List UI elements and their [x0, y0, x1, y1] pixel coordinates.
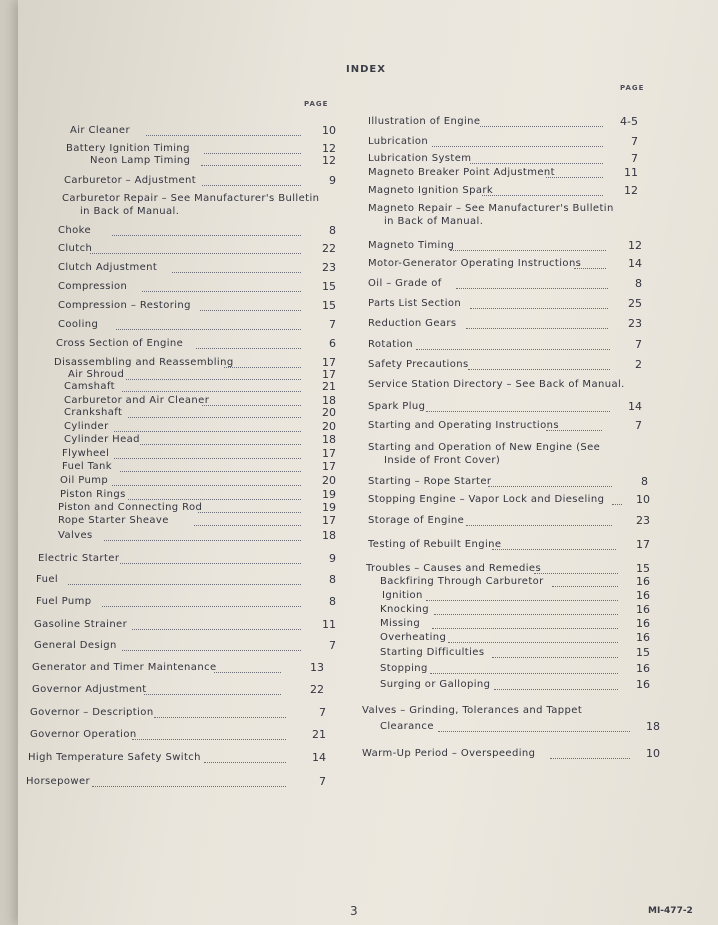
entry-label: Air Cleaner — [70, 125, 130, 136]
entry-label: Horsepower — [26, 776, 91, 787]
dot-leader — [552, 586, 618, 587]
entry-page-number: 18 — [646, 720, 660, 733]
entry-label: Stopping — [380, 663, 428, 674]
entry-label: Testing of Rebuilt Engine — [368, 539, 502, 550]
entry-label: Storage of Engine — [368, 515, 465, 526]
entry-label: Fuel Tank — [62, 461, 112, 472]
dot-leader — [432, 628, 618, 629]
entry-label: Clutch Adjustment — [58, 262, 158, 273]
entry-page-number: 4-5 — [620, 115, 638, 128]
dot-leader — [204, 762, 286, 763]
entry-page-number: 11 — [322, 618, 336, 631]
entry-page-number: 9 — [329, 174, 336, 187]
entry-label: Flywheel — [62, 448, 110, 459]
entry-label: Missing — [380, 618, 421, 629]
entry-label: Carburetor – Adjustment — [64, 175, 197, 186]
entry-label: Battery Ignition Timing — [66, 143, 190, 154]
dot-leader — [112, 235, 301, 236]
entry-page-number: 6 — [329, 337, 336, 350]
dot-leader — [432, 146, 603, 147]
entry-label: Piston Rings — [60, 489, 126, 500]
dot-leader — [448, 642, 618, 643]
dot-leader — [470, 308, 608, 309]
dot-leader — [90, 253, 301, 254]
dot-leader — [120, 471, 301, 472]
dot-leader — [224, 367, 301, 368]
dot-leader — [438, 731, 630, 732]
dot-leader — [196, 348, 301, 349]
entry-label: Piston and Connecting Rod — [58, 502, 203, 513]
entry-label: Service Station Directory – See Back of Manual. — [368, 379, 625, 390]
entry-page-number: 18 — [322, 529, 336, 542]
entry-page-number: 17 — [322, 460, 336, 473]
entry-label: Starting and Operating Instructions — [368, 420, 559, 431]
entry-label: Clearance — [380, 721, 434, 732]
entry-label: Oil Pump — [60, 475, 109, 486]
entry-page-number: 16 — [636, 575, 650, 588]
page-number: 3 — [350, 904, 358, 918]
entry-label: Starting Difficulties — [380, 647, 485, 658]
entry-page-number: 15 — [322, 299, 336, 312]
dot-leader — [466, 328, 608, 329]
entry-label: Air Shroud — [68, 369, 125, 380]
entry-page-number: 21 — [312, 728, 326, 741]
dot-leader — [434, 614, 618, 615]
left-page-header: PAGE — [304, 100, 329, 108]
entry-label: Camshaft — [64, 381, 115, 392]
dot-leader — [612, 504, 622, 505]
entry-label: Parts List Section — [368, 298, 462, 309]
entry-page-number: 23 — [322, 261, 336, 274]
entry-page-number: 12 — [624, 184, 638, 197]
entry-label: Inside of Front Cover) — [384, 455, 501, 466]
dot-leader — [492, 549, 616, 550]
dot-leader — [204, 153, 301, 154]
entry-label: Starting and Operation of New Engine (See — [368, 442, 601, 453]
entry-page-number: 8 — [329, 224, 336, 237]
entry-page-number: 17 — [322, 514, 336, 527]
entry-label: Starting – Rope Starter — [368, 476, 492, 487]
entry-page-number: 17 — [322, 368, 336, 381]
entry-label: Surging or Galloping — [380, 679, 491, 690]
entry-page-number: 8 — [329, 573, 336, 586]
dot-leader — [102, 606, 301, 607]
entry-label: Disassembling and Reassembling — [54, 357, 234, 368]
dot-leader — [114, 458, 301, 459]
dot-leader — [466, 525, 612, 526]
dot-leader — [172, 272, 301, 273]
entry-page-number: 16 — [636, 589, 650, 602]
entry-label: Oil – Grade of — [368, 278, 442, 289]
entry-page-number: 8 — [329, 595, 336, 608]
entry-label: Neon Lamp Timing — [90, 155, 191, 166]
dot-leader — [140, 444, 301, 445]
entry-page-number: 15 — [322, 280, 336, 293]
entry-page-number: 10 — [322, 124, 336, 137]
entry-label: Safety Precautions — [368, 359, 469, 370]
entry-label: Crankshaft — [64, 407, 123, 418]
entry-page-number: 23 — [628, 317, 642, 330]
document-page — [18, 0, 718, 925]
dot-leader — [201, 165, 301, 166]
dot-leader — [200, 310, 301, 311]
dot-leader — [128, 417, 301, 418]
entry-page-number: 7 — [319, 706, 326, 719]
entry-label: Reduction Gears — [368, 318, 457, 329]
entry-label: General Design — [34, 640, 117, 651]
entry-page-number: 19 — [322, 488, 336, 501]
entry-page-number: 12 — [628, 239, 642, 252]
dot-leader — [468, 369, 610, 370]
entry-page-number: 7 — [631, 152, 638, 165]
dot-leader — [146, 135, 301, 136]
entry-label: Clutch — [58, 243, 93, 254]
dot-leader — [122, 650, 301, 651]
dot-leader — [122, 391, 301, 392]
entry-label: Stopping Engine – Vapor Lock and Dieseling — [368, 494, 605, 505]
dot-leader — [426, 411, 610, 412]
entry-label: Troubles – Causes and Remedies — [366, 563, 542, 574]
dot-leader — [120, 563, 301, 564]
entry-page-number: 22 — [310, 683, 324, 696]
dot-leader — [202, 405, 301, 406]
dot-leader — [132, 739, 286, 740]
entry-label: Lubrication System — [368, 153, 472, 164]
entry-label: Carburetor and Air Cleaner — [64, 395, 210, 406]
entry-page-number: 14 — [628, 400, 642, 413]
entry-label: Fuel Pump — [36, 596, 92, 607]
entry-page-number: 15 — [636, 562, 650, 575]
dot-leader — [128, 499, 301, 500]
dot-leader — [488, 486, 612, 487]
entry-page-number: 7 — [635, 419, 642, 432]
dot-leader — [534, 573, 618, 574]
entry-page-number: 7 — [631, 135, 638, 148]
entry-page-number: 14 — [628, 257, 642, 270]
dot-leader — [154, 717, 286, 718]
entry-label: Magneto Breaker Point Adjustment — [368, 167, 555, 178]
document-code: MI-477-2 — [648, 906, 693, 916]
entry-label: Electric Starter — [38, 553, 120, 564]
entry-label: Valves — [58, 530, 93, 541]
entry-page-number: 21 — [322, 380, 336, 393]
entry-page-number: 17 — [322, 447, 336, 460]
dot-leader — [92, 786, 286, 787]
entry-page-number: 23 — [636, 514, 650, 527]
entry-label: High Temperature Safety Switch — [28, 752, 201, 763]
entry-label: Carburetor Repair – See Manufacturer's Bulletin — [62, 193, 320, 204]
dot-leader — [116, 329, 301, 330]
entry-page-number: 13 — [310, 661, 324, 674]
dot-leader — [416, 349, 610, 350]
dot-leader — [450, 250, 606, 251]
entry-page-number: 16 — [636, 603, 650, 616]
entry-label: Magneto Timing — [368, 240, 455, 251]
entry-label: Gasoline Strainer — [34, 619, 128, 630]
entry-page-number: 10 — [646, 747, 660, 760]
dot-leader — [456, 288, 608, 289]
dot-leader — [104, 540, 301, 541]
entry-page-number: 19 — [322, 501, 336, 514]
dot-leader — [550, 758, 630, 759]
entry-page-number: 8 — [635, 277, 642, 290]
entry-page-number: 16 — [636, 617, 650, 630]
entry-page-number: 2 — [635, 358, 642, 371]
entry-label: Motor-Generator Operating Instructions — [368, 258, 582, 269]
right-page-header: PAGE — [620, 84, 645, 92]
entry-label: Cylinder Head — [64, 434, 140, 445]
index-title: INDEX — [346, 64, 386, 75]
dot-leader — [142, 291, 301, 292]
entry-page-number: 9 — [329, 552, 336, 565]
entry-label: Magneto Ignition Spark — [368, 185, 494, 196]
entry-page-number: 10 — [636, 493, 650, 506]
entry-page-number: 20 — [322, 406, 336, 419]
entry-label: Compression – Restoring — [58, 300, 191, 311]
dot-leader — [430, 673, 618, 674]
entry-page-number: 20 — [322, 474, 336, 487]
entry-label: in Back of Manual. — [384, 216, 484, 227]
dot-leader — [202, 185, 301, 186]
entry-label: Illustration of Engine — [368, 116, 481, 127]
entry-label: Spark Plug — [368, 401, 426, 412]
entry-page-number: 18 — [322, 394, 336, 407]
dot-leader — [132, 629, 301, 630]
entry-label: Governor Adjustment — [32, 684, 147, 695]
dot-leader — [492, 657, 618, 658]
dot-leader — [482, 195, 603, 196]
dot-leader — [426, 600, 618, 601]
entry-page-number: 15 — [636, 646, 650, 659]
entry-label: Backfiring Through Carburetor — [380, 576, 544, 587]
entry-page-number: 7 — [329, 639, 336, 652]
entry-page-number: 7 — [319, 775, 326, 788]
entry-label: Valves – Grinding, Tolerances and Tappet — [362, 705, 583, 716]
dot-leader — [68, 584, 301, 585]
dot-leader — [480, 126, 603, 127]
entry-label: Governor Operation — [30, 729, 137, 740]
dot-leader — [126, 379, 301, 380]
entry-label: Cooling — [58, 319, 99, 330]
dot-leader — [198, 512, 301, 513]
entry-label: Compression — [58, 281, 128, 292]
entry-label: Magneto Repair – See Manufacturer's Bulletin — [368, 203, 614, 214]
entry-page-number: 16 — [636, 678, 650, 691]
dot-leader — [114, 431, 301, 432]
entry-page-number: 17 — [636, 538, 650, 551]
entry-label: Ignition — [382, 590, 423, 601]
entry-label: Governor – Description — [30, 707, 154, 718]
dot-leader — [112, 485, 301, 486]
entry-page-number: 16 — [636, 631, 650, 644]
entry-label: Lubrication — [368, 136, 429, 147]
dot-leader — [144, 694, 281, 695]
entry-label: Choke — [58, 225, 92, 236]
entry-label: Cylinder — [64, 421, 109, 432]
dot-leader — [470, 163, 603, 164]
entry-page-number: 12 — [322, 154, 336, 167]
entry-label: Rope Starter Sheave — [58, 515, 169, 526]
entry-page-number: 18 — [322, 433, 336, 446]
dot-leader — [494, 689, 618, 690]
entry-label: in Back of Manual. — [80, 206, 180, 217]
entry-page-number: 14 — [312, 751, 326, 764]
entry-label: Overheating — [380, 632, 447, 643]
entry-page-number: 12 — [322, 142, 336, 155]
dot-leader — [194, 525, 301, 526]
entry-page-number: 25 — [628, 297, 642, 310]
dot-leader — [214, 672, 281, 673]
entry-page-number: 20 — [322, 420, 336, 433]
entry-page-number: 7 — [635, 338, 642, 351]
entry-page-number: 7 — [329, 318, 336, 331]
entry-label: Knocking — [380, 604, 429, 615]
entry-label: Warm-Up Period – Overspeeding — [362, 748, 536, 759]
entry-page-number: 11 — [624, 166, 638, 179]
dot-leader — [574, 268, 606, 269]
entry-label: Rotation — [368, 339, 414, 350]
dot-leader — [546, 430, 602, 431]
entry-page-number: 22 — [322, 242, 336, 255]
entry-label: Cross Section of Engine — [56, 338, 184, 349]
entry-page-number: 8 — [641, 475, 648, 488]
entry-page-number: 17 — [322, 356, 336, 369]
entry-page-number: 16 — [636, 662, 650, 675]
entry-label: Fuel — [36, 574, 59, 585]
dot-leader — [546, 177, 603, 178]
entry-label: Generator and Timer Maintenance — [32, 662, 217, 673]
